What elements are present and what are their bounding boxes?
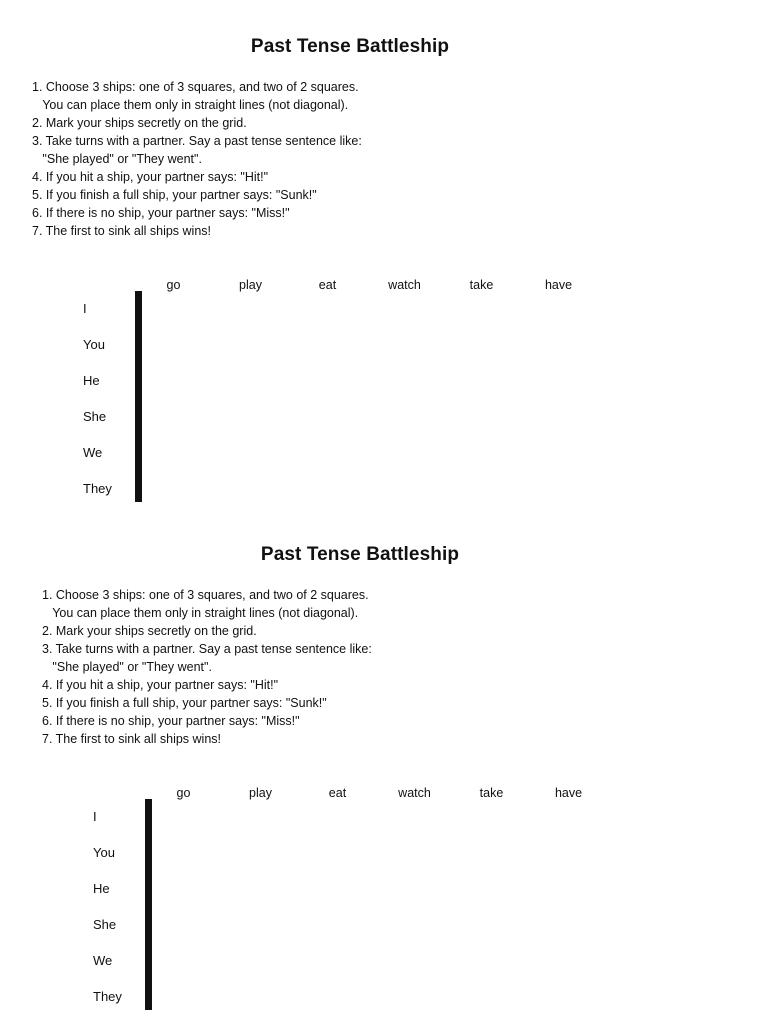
grid-cell[interactable]: [141, 467, 142, 502]
row-label-you: You: [93, 845, 115, 860]
row-label-we: We: [93, 953, 113, 968]
column-header-watch: watch: [388, 278, 421, 292]
grid-row: [146, 835, 152, 870]
grid-row: [146, 975, 152, 1010]
battleship-grid: [135, 291, 142, 502]
rule-line: 7. The first to sink all ships wins!: [32, 224, 212, 238]
grid-cell[interactable]: [151, 975, 152, 1010]
grid-row: [146, 940, 152, 975]
row-label-he: He: [83, 373, 100, 388]
row-label-they: They: [83, 481, 112, 496]
rule-line: 1. Choose 3 ships: one of 3 squares, and two of 2 squares.: [42, 588, 369, 602]
column-header-go: go: [176, 786, 191, 800]
rule-line: 4. If you hit a ship, your partner says: "Hit!": [32, 170, 269, 184]
row-labels: [93, 799, 122, 1015]
grid-cell[interactable]: [151, 870, 152, 905]
rule-line: 3. Take turns with a partner. Say a past tense sentence like:: [42, 642, 372, 656]
battleship-grid: [145, 799, 152, 1010]
grid-row: [146, 800, 152, 835]
grid-row: [136, 327, 142, 362]
column-header-take: take: [479, 786, 504, 800]
rule-line: 2. Mark your ships secretly on the grid.: [32, 116, 247, 130]
grid-cell[interactable]: [141, 397, 142, 432]
column-header-have: have: [544, 278, 573, 292]
rule-line: 6. If there is no ship, your partner says: "Miss!": [42, 714, 300, 728]
row-label-she: She: [93, 917, 117, 932]
grid-cell[interactable]: [141, 432, 142, 467]
grid-row: [146, 870, 152, 905]
row-label-i: I: [93, 809, 97, 824]
column-headers: [145, 786, 609, 800]
rules-list: [42, 586, 372, 748]
rule-line: 3. Take turns with a partner. Say a past tense sentence like:: [32, 134, 362, 148]
grid-row: [136, 362, 142, 397]
row-labels: [83, 291, 112, 507]
column-header-eat: eat: [328, 786, 347, 800]
column-header-take: take: [469, 278, 494, 292]
rule-line: 1. Choose 3 ships: one of 3 squares, and two of 2 squares.: [32, 80, 359, 94]
rules-list: [32, 78, 362, 240]
row-label-they: They: [93, 989, 122, 1004]
rule-line: 7. The first to sink all ships wins!: [42, 732, 222, 746]
rule-line: You can place them only in straight lines (not diagonal).: [32, 98, 349, 112]
column-header-watch: watch: [398, 786, 431, 800]
grid-row: [136, 397, 142, 432]
grid-cell[interactable]: [151, 940, 152, 975]
grid-row: [136, 292, 142, 327]
row-label-we: We: [83, 445, 103, 460]
column-headers: [135, 278, 599, 292]
worksheet-title: Past Tense Battleship: [250, 36, 450, 57]
column-header-have: have: [554, 786, 583, 800]
column-header-play: play: [249, 786, 272, 800]
column-header-play: play: [239, 278, 262, 292]
rule-line: 5. If you finish a full ship, your partner says: "Sunk!": [32, 188, 317, 202]
rule-line: 6. If there is no ship, your partner says: "Miss!": [32, 206, 290, 220]
row-label-i: I: [83, 301, 87, 316]
grid-row: [136, 467, 142, 502]
rule-line: You can place them only in straight lines (not diagonal).: [42, 606, 359, 620]
row-label-she: She: [83, 409, 107, 424]
worksheet-title: Past Tense Battleship: [260, 544, 460, 565]
grid-cell[interactable]: [151, 800, 152, 835]
rule-line: 2. Mark your ships secretly on the grid.: [42, 624, 257, 638]
grid-cell[interactable]: [141, 327, 142, 362]
grid-row: [136, 432, 142, 467]
grid-row: [146, 905, 152, 940]
row-label-he: He: [93, 881, 110, 896]
grid-cell[interactable]: [151, 905, 152, 940]
grid-cell[interactable]: [151, 835, 152, 870]
rule-line: "She played" or "They went".: [42, 660, 212, 674]
grid-cell[interactable]: [141, 362, 142, 397]
grid-cell[interactable]: [141, 292, 142, 327]
column-header-eat: eat: [318, 278, 337, 292]
row-label-you: You: [83, 337, 105, 352]
column-header-go: go: [166, 278, 181, 292]
rule-line: "She played" or "They went".: [32, 152, 202, 166]
rule-line: 5. If you finish a full ship, your partner says: "Sunk!": [42, 696, 327, 710]
rule-line: 4. If you hit a ship, your partner says: "Hit!": [42, 678, 279, 692]
